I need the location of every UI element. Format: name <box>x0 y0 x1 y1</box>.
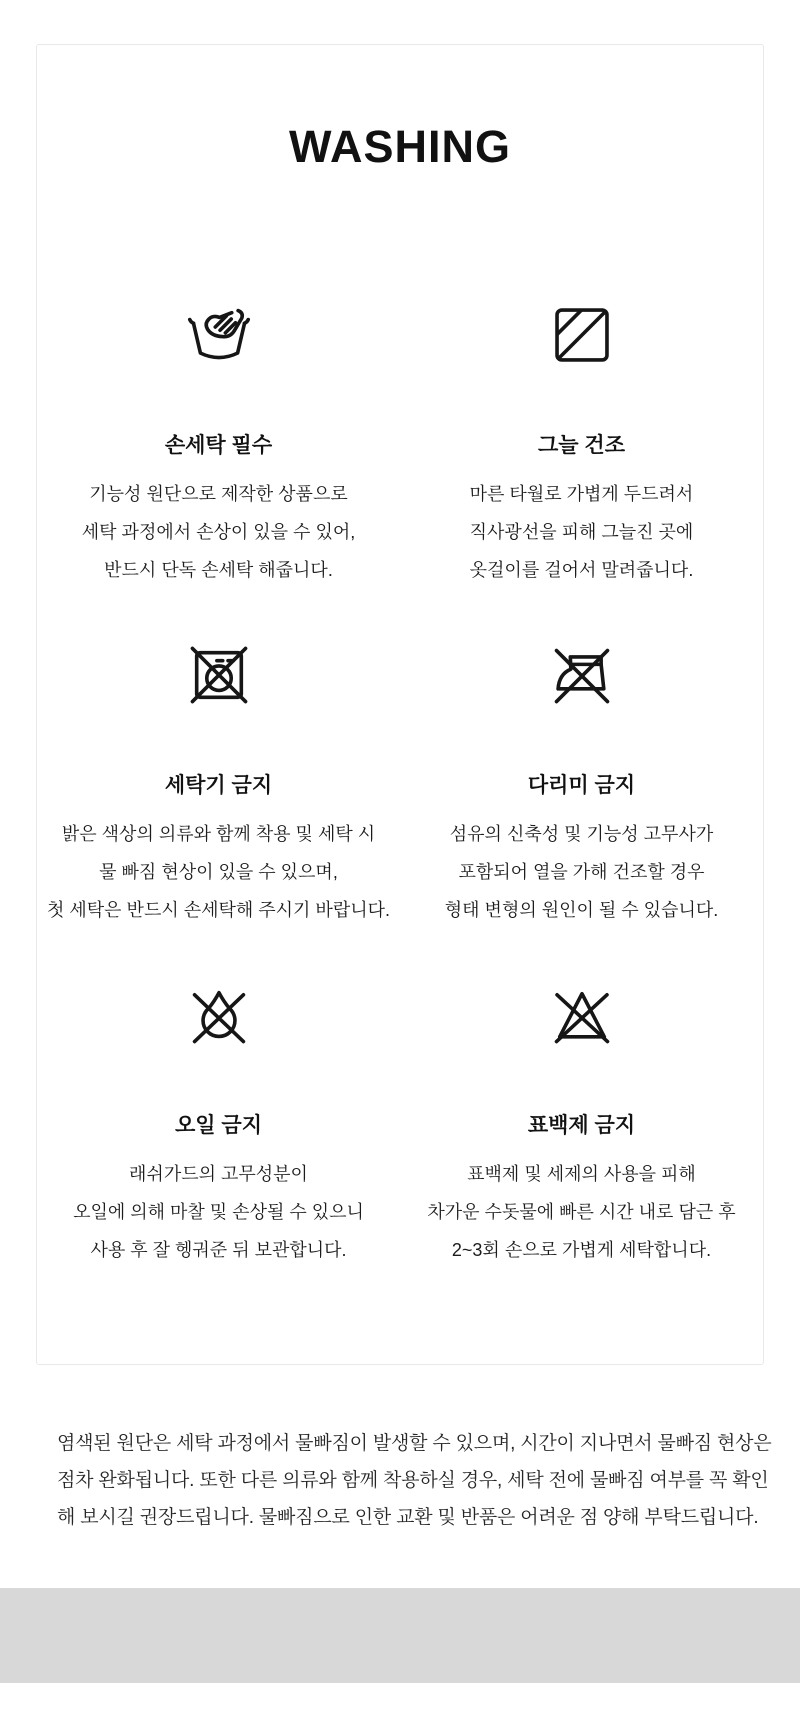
washing-care-card <box>36 44 764 1365</box>
care-item-line: 래쉬가드의 고무성분이 <box>129 1164 308 1184</box>
care-item-line: 옷걸이를 걸어서 말려줍니다. <box>469 560 694 580</box>
shade-dry-icon <box>548 301 616 369</box>
notice-line: 해 보시길 권장드립니다. 물빠짐으로 인한 교환 및 반품은 어려운 점 양해 부탁드립니다. <box>57 1507 759 1528</box>
care-item-line: 직사광선을 피해 그늘진 곳에 <box>469 522 694 542</box>
care-item-title: 표백제 금지 <box>527 1114 636 1137</box>
care-item-no-iron <box>400 641 763 929</box>
care-item-no-machine-wash <box>37 641 400 929</box>
no-washing-machine-icon <box>185 641 253 709</box>
care-grid <box>37 301 763 1269</box>
section-title: WASHING <box>288 121 511 172</box>
care-item-line: 물 빠짐 현상이 있을 수 있으며, <box>99 862 338 882</box>
care-item-line: 섬유의 신축성 및 기능성 고무사가 <box>449 824 714 844</box>
care-item-line: 2~3회 손으로 가볍게 세탁합니다. <box>451 1240 712 1260</box>
care-item-no-bleach <box>400 981 763 1269</box>
care-item-title: 오일 금지 <box>175 1114 262 1137</box>
color-bleed-notice <box>57 1425 770 1536</box>
care-item-line: 형태 변형의 원인이 될 수 있습니다. <box>444 900 719 920</box>
no-iron-icon <box>548 641 616 709</box>
care-item-title: 그늘 건조 <box>538 434 625 457</box>
care-item-title: 다리미 금지 <box>527 774 636 797</box>
care-item-line: 밝은 색상의 의류와 함께 착용 및 세탁 시 <box>61 824 376 844</box>
care-item-line: 첫 세탁은 반드시 손세탁해 주시기 바랍니다. <box>47 900 390 920</box>
care-item-line: 마른 타월로 가볍게 두드려서 <box>469 484 694 504</box>
care-item-shade-dry <box>400 301 763 589</box>
hand-wash-icon <box>185 301 253 369</box>
notice-line: 점차 완화됩니다. 또한 다른 의류와 함께 착용하실 경우, 세탁 전에 물빠짐 여부를 꼭 확인 <box>57 1470 769 1491</box>
care-item-line: 세탁 과정에서 손상이 있을 수 있어, <box>81 522 356 542</box>
notice-line: 염색된 원단은 세탁 과정에서 물빠짐이 발생할 수 있으며, 시간이 지나면서 물빠짐 현상은 <box>57 1433 772 1454</box>
care-item-line: 반드시 단독 손세탁 해줍니다. <box>104 560 333 580</box>
care-item-title: 손세탁 필수 <box>164 434 273 457</box>
no-bleach-icon <box>548 981 616 1049</box>
care-item-line: 사용 후 잘 헹궈준 뒤 보관합니다. <box>90 1240 347 1260</box>
care-item-line: 차가운 수돗물에 빠른 시간 내로 담근 후 <box>427 1202 736 1222</box>
no-oil-icon <box>185 981 253 1049</box>
care-item-no-oil <box>37 981 400 1269</box>
next-section-gray-block <box>0 1588 800 1683</box>
care-item-line: 기능성 원단으로 제작한 상품으로 <box>89 484 348 504</box>
care-item-line: 포함되어 열을 가해 건조할 경우 <box>458 862 705 882</box>
care-item-title: 세탁기 금지 <box>164 774 273 797</box>
care-item-line: 오일에 의해 마찰 및 손상될 수 있으니 <box>73 1202 364 1222</box>
care-item-hand-wash <box>37 301 400 589</box>
care-item-line: 표백제 및 세제의 사용을 피해 <box>467 1164 696 1184</box>
